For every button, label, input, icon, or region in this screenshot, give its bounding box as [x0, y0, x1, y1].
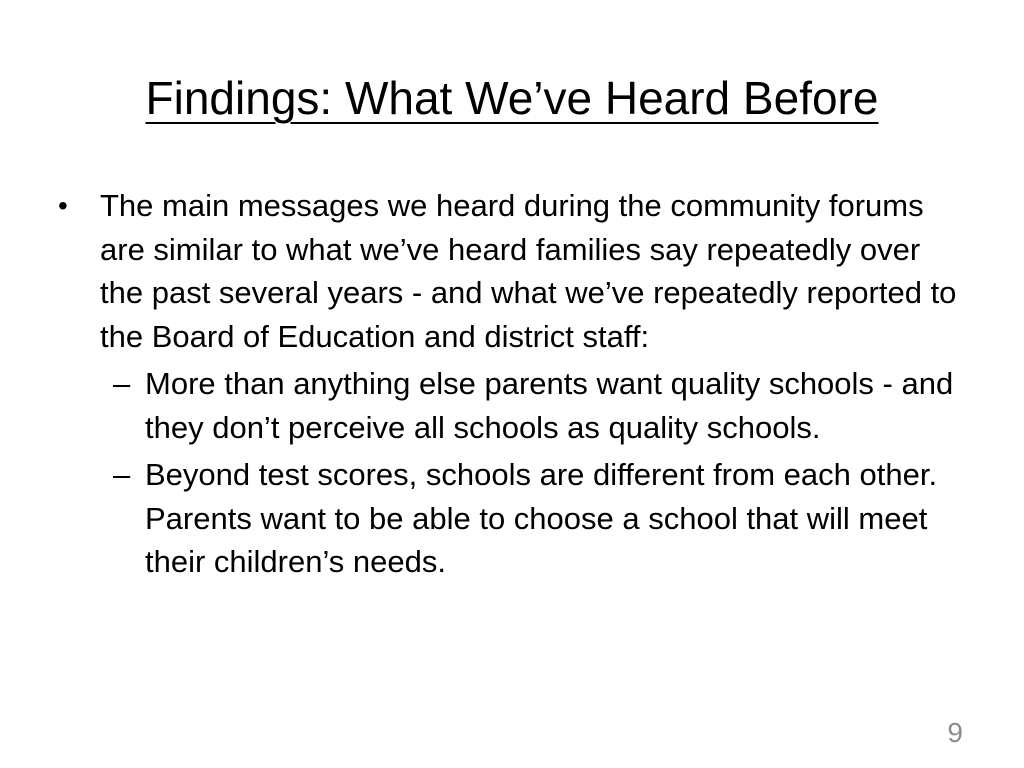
slide-title: [0, 62, 1024, 134]
slide-content: [58, 184, 968, 584]
sub-bullet-list: [113, 362, 968, 584]
sub-bullet-marker: –: [113, 457, 131, 492]
main-bullet-text: The main messages we heard during the community forums are similar to what we’ve heard families say repeatedly over the past several years - and what we’ve repeatedly reported to the Board of Education and district staff:: [100, 188, 957, 354]
bullet-marker: •: [58, 190, 68, 221]
sub-bullet-text: More than anything else parents want quality schools - and they don’t perceive all schools as quality schools.: [145, 366, 954, 445]
sub-bullet-quality-schools: [113, 362, 968, 449]
slide-title-text: Findings: What We’ve Heard Before: [145, 72, 879, 124]
main-bullet: [58, 184, 968, 358]
sub-bullet-marker: –: [113, 366, 131, 401]
sub-bullet-text: Beyond test scores, schools are different from each other. Parents want to be able to choose a school that will meet their children’s needs.: [145, 457, 938, 579]
sub-bullet-school-choice: [113, 453, 968, 584]
page-number: 9: [947, 717, 963, 748]
